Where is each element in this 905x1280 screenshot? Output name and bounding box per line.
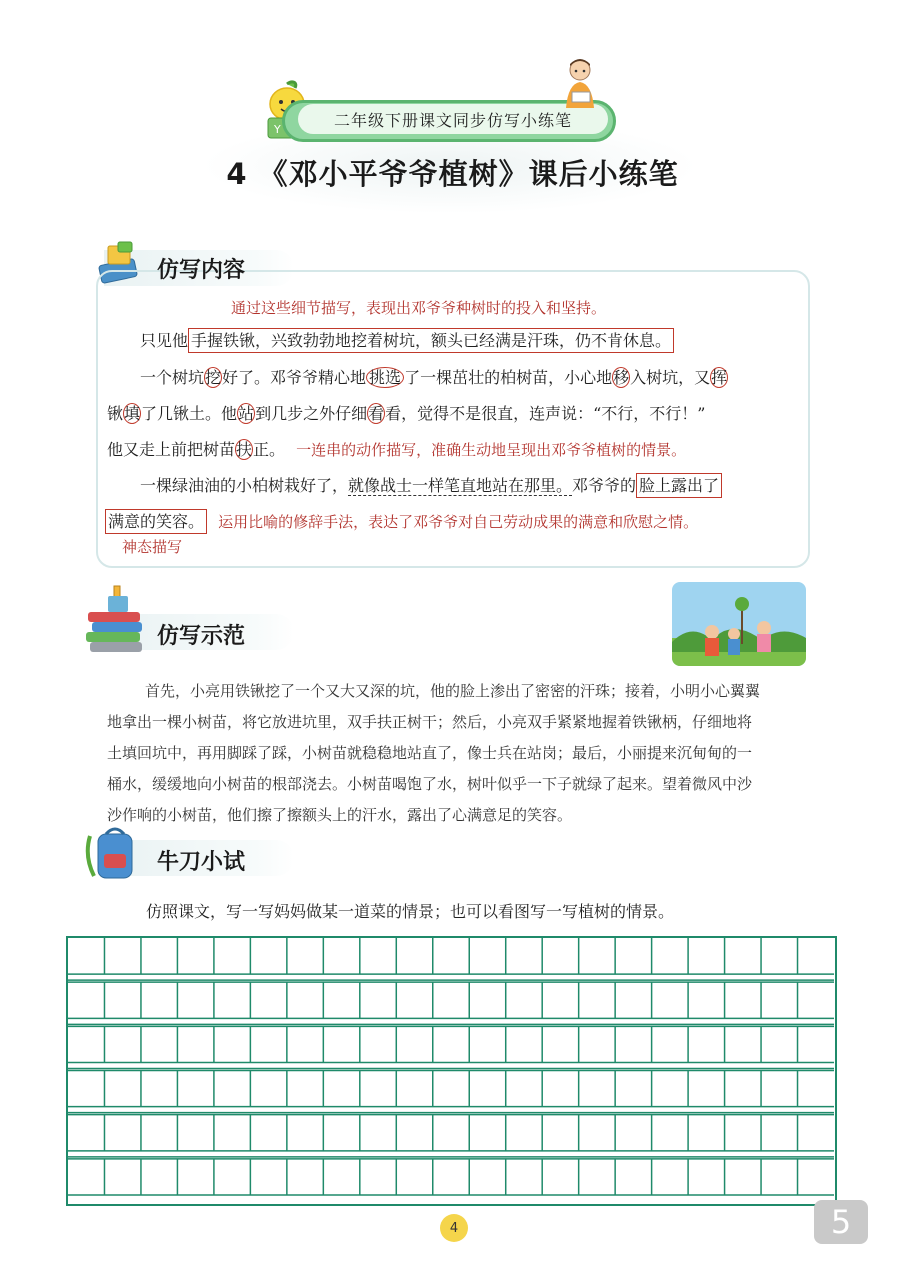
text-segment: 他又走上前把树苗 <box>107 440 236 459</box>
highlight-box: 脸上露出了 <box>636 473 722 498</box>
page-title: 4 《邓小平爷爷植树》课后小练笔 <box>226 157 679 191</box>
text-segment: 正。 <box>253 440 286 459</box>
text-segment: 了一棵茁壮的柏树苗，小心地 <box>404 368 613 387</box>
circled-word: 填 <box>124 404 141 423</box>
demo-paragraph <box>107 677 807 832</box>
banner-label: 二年级下册课文同步仿写小练笔 <box>298 104 608 134</box>
text-segment: 一个树坑 <box>140 368 205 387</box>
text-line-1 <box>140 323 674 359</box>
section2-heading: 仿写示范 <box>157 624 246 649</box>
text-segment: 好了。邓爷爷精心地 <box>222 368 367 387</box>
boy-reading-icon <box>560 56 602 108</box>
annotation-action: 一连串的动作描写，准确生动地呈现出邓爷爷植树的情景。 <box>296 441 687 459</box>
text-line-5 <box>140 468 722 504</box>
section1-heading: 仿写内容 <box>157 258 246 283</box>
text-line-6 <box>105 504 698 540</box>
text-segment: 入树坑，又 <box>630 368 711 387</box>
page-number: 5 <box>814 1200 868 1244</box>
underlined-simile: 就像战士一样笔直地站在那里。 <box>348 476 573 495</box>
tree-planting-illustration <box>672 582 806 666</box>
circled-word: 移 <box>613 368 630 387</box>
text-segment: 看，觉得不是很直，连声说：“不行，不行！” <box>385 404 706 423</box>
text-segment: 只见他 <box>140 331 189 350</box>
circled-word: 站 <box>238 404 255 423</box>
highlight-box: 手握铁锹，兴致勃勃地挖着树坑，额头已经满是汗珠，仍不肯休息。 <box>188 328 674 353</box>
text-segment: 邓爷爷的 <box>572 476 637 495</box>
practice-instruction: 仿照课文，写一写妈妈做某一道菜的情景；也可以看图写一写植树的情景。 <box>146 902 675 921</box>
text-line-4 <box>107 432 686 468</box>
circled-word: 挥 <box>711 368 728 387</box>
books-pencil-icon <box>84 582 150 656</box>
annotation-expression: 神态描写 <box>122 538 183 556</box>
page-badge: 4 <box>440 1214 468 1242</box>
demo-line: 桶水，缓缓地向小树苗的根部浇去。小树苗喝饱了水，树叶似乎一下子就绿了起来。望着微风中沙 <box>107 777 753 793</box>
demo-line: 沙作响的小树苗，他们擦了擦额头上的汗水，露出了心满意足的笑容。 <box>107 808 573 824</box>
annotation-metaphor: 运用比喻的修辞手法，表达了邓爷爷对自己劳动成果的满意和欣慰之情。 <box>218 513 699 531</box>
backpack-icon <box>84 826 140 884</box>
demo-line: 地拿出一棵小树苗，将它放进坑里，双手扶正树干；然后，小亮双手紧紧地握着铁锹柄，仔细地将 <box>107 715 753 731</box>
text-segment: 锹 <box>107 404 124 423</box>
text-segment: 到几步之外仔细 <box>255 404 368 423</box>
circled-word: 扶 <box>236 440 253 459</box>
text-segment: 了几锹土。他 <box>141 404 238 423</box>
circled-word: 挖 <box>205 368 222 387</box>
svg-text:Y: Y <box>274 123 281 136</box>
demo-line: 土填回坑中，再用脚踩了踩，小树苗就稳稳地站直了，像士兵在站岗；最后，小丽提来沉甸甸的一 <box>107 746 753 762</box>
circled-word: 看 <box>368 404 385 423</box>
highlight-box: 满意的笑容。 <box>105 509 207 534</box>
demo-line: 首先，小亮用铁锹挖了一个又大又深的坑，他的脸上渗出了密密的汗珠；接着，小明小心翼翼 <box>145 684 761 700</box>
text-line-2 <box>140 360 728 396</box>
text-segment: 一棵绿油油的小柏树栽好了， <box>140 476 349 495</box>
annotation-detail: 通过这些细节描写，表现出邓爷爷种树时的投入和坚持。 <box>231 299 607 317</box>
section3-heading: 牛刀小试 <box>157 850 246 875</box>
writing-grid[interactable] <box>66 936 837 1206</box>
circled-word: 挑选 <box>366 367 404 388</box>
text-line-3 <box>107 396 705 432</box>
